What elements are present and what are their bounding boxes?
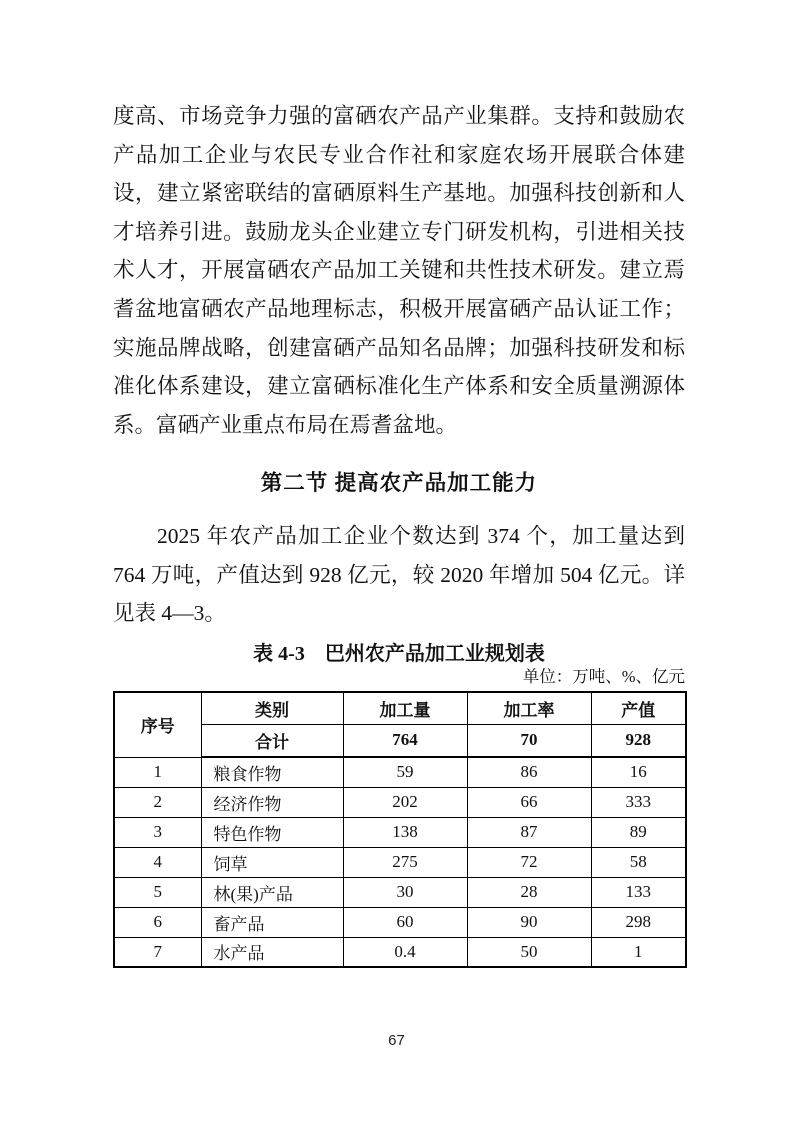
text-line: 设，建立紧密联结的富硒原料生产基地。加强科技创新和人 [113,181,685,206]
text-line: 见表 4—3。 [113,601,226,626]
header-rate: 加工率 [467,692,591,724]
cell-index: 1 [114,757,201,787]
table-row [114,847,686,877]
cell-index: 5 [114,877,201,907]
cell-rate: 28 [467,877,591,907]
table-row [114,817,686,847]
text-line: 764 万吨，产值达到 928 亿元，较 2020 年增加 504 亿元。详 [113,562,685,587]
cell-value: 298 [591,907,686,937]
cell-rate: 72 [467,847,591,877]
processing-plan-table [113,691,687,968]
header-volume: 加工量 [343,692,467,724]
cell-category: 特色作物 [201,817,343,847]
total-rate: 70 [467,724,591,757]
cell-index: 2 [114,787,201,817]
table-unit-note: 单位：万吨、%、亿元 [522,667,685,686]
text-line: 术人才，开展富硒农产品加工关键和共性技术研发。建立焉 [113,258,685,283]
cell-volume: 0.4 [343,937,467,967]
cell-value: 333 [591,787,686,817]
paragraph-selenium-industry [113,97,685,444]
cell-volume: 138 [343,817,467,847]
text-line: 度高、市场竞争力强的富硒农产品产业集群。支持和鼓励农 [113,104,685,128]
cell-volume: 30 [343,877,467,907]
header-category: 类别 [201,692,343,724]
table-row [114,907,686,937]
cell-category: 经济作物 [201,787,343,817]
cell-index: 3 [114,817,201,847]
cell-value: 16 [591,757,686,787]
text-line: 耆盆地富硒农产品地理标志，积极开展富硒产品认证工作； [113,296,685,321]
paragraph-processing-capacity [113,517,685,633]
text-line: 才培养引进。鼓励龙头企业建立专门研发机构，引进相关技 [113,219,685,244]
total-category: 合计 [201,724,343,757]
cell-category: 畜产品 [201,907,343,937]
cell-rate: 86 [467,757,591,787]
cell-value: 58 [591,847,686,877]
text-line: 产品加工企业与农民专业合作社和家庭农场开展联合体建 [113,142,685,167]
table-header-row [114,692,686,724]
cell-index: 4 [114,847,201,877]
cell-value: 1 [591,937,686,967]
cell-index: 7 [114,937,201,967]
total-volume: 764 [343,724,467,757]
text-line: 2025 年农产品加工企业个数达到 374 个，加工量达到 [157,524,685,548]
cell-index: 6 [114,907,201,937]
cell-category: 林(果)产品 [201,877,343,907]
table-title: 表 4-3 巴州农产品加工业规划表 [253,643,545,665]
header-value: 产值 [591,692,686,724]
section-heading: 第二节 提高农产品加工能力 [260,471,538,495]
table-row [114,937,686,967]
text-line: 实施品牌战略，创建富硒产品知名品牌；加强科技研发和标 [113,335,685,360]
cell-category: 饲草 [201,847,343,877]
text-line: 准化体系建设，建立富硒标准化生产体系和安全质量溯源体 [113,374,685,399]
cell-category: 粮食作物 [201,757,343,787]
cell-rate: 87 [467,817,591,847]
header-index: 序号 [114,692,201,757]
cell-value: 89 [591,817,686,847]
cell-rate: 50 [467,937,591,967]
cell-category: 水产品 [201,937,343,967]
page-number: 67 [388,1032,405,1049]
cell-volume: 60 [343,907,467,937]
cell-volume: 202 [343,787,467,817]
cell-value: 133 [591,877,686,907]
text-line: 系。富硒产业重点布局在焉耆盆地。 [113,412,458,437]
table-row [114,757,686,787]
table-row [114,877,686,907]
table-row [114,787,686,817]
cell-rate: 66 [467,787,591,817]
cell-volume: 275 [343,847,467,877]
cell-volume: 59 [343,757,467,787]
cell-rate: 90 [467,907,591,937]
total-value: 928 [591,724,686,757]
